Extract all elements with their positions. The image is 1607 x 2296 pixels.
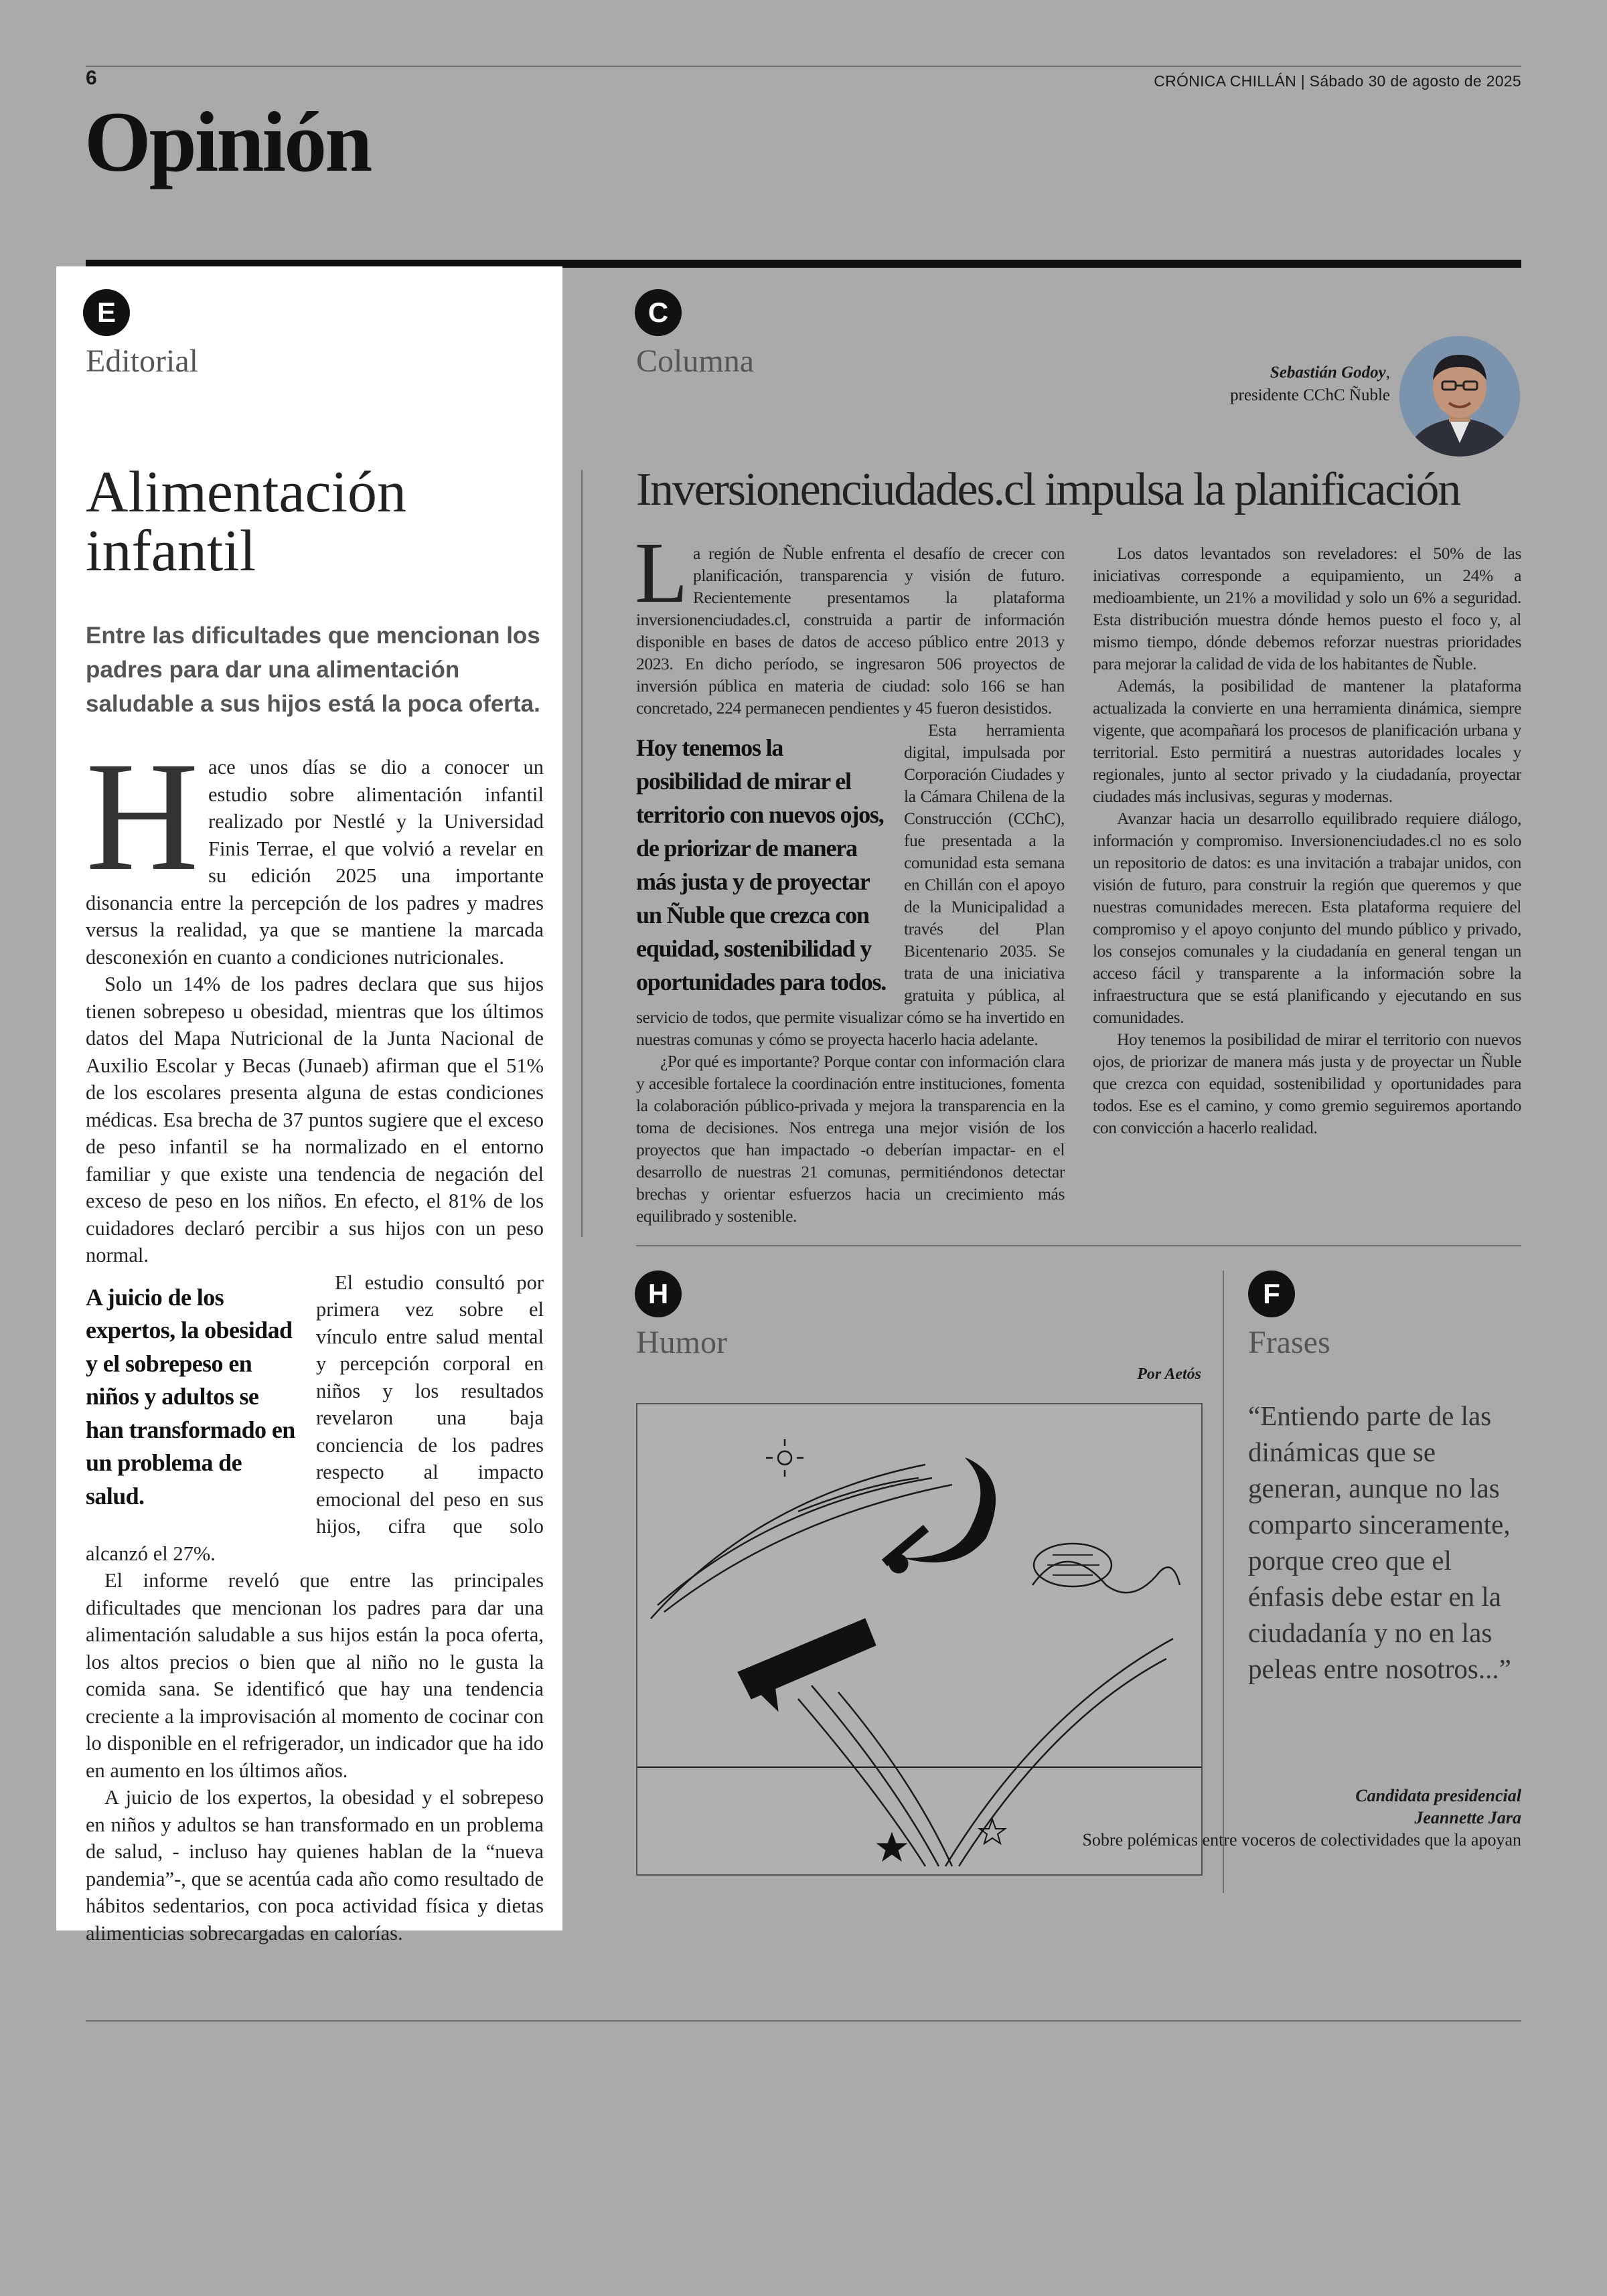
frases-credit xyxy=(1082,1785,1521,1851)
editorial-title-line2: infantil xyxy=(86,519,256,584)
frases-badge: F xyxy=(1248,1270,1295,1317)
author-photo xyxy=(1399,336,1520,457)
column-vertical-rule xyxy=(581,470,583,1237)
section-title: Opinión xyxy=(84,94,371,189)
editorial-paragraph: El informe reveló que entre las principales dificultades que mencionan los padres para dar una alimentación saludable a sus hijos están la poca oferta, los altos precios o bien que al niño no le gusta la comida sana. Se identificó que hay una tendencia creciente a la improvisación al momento de cocinar con lo disponible en el refrigerador, un indicador que ha ido en aumento en los últimos años. xyxy=(86,1569,544,1782)
column-paragraph: Además, la posibilidad de mantener la plataforma actualizada la convierte en una herramienta dinámica, siempre vigente, que acompañará los procesos de planificación urbana y territorial. Esto permitirá a nuestras autoridades locales y regionales, junto al sector privado y la ciudadanía, proyectar ciudades más inclusivas, seguras y modernas. xyxy=(1093,676,1521,806)
column-label: Columna xyxy=(636,343,754,379)
author-role: presidente CChC Ñuble xyxy=(1230,386,1390,404)
column-dropcap: L xyxy=(635,525,688,621)
editorial-paragraph-text: ace unos días se dio a conocer un estudio sobre alimentación infantil realizado por Nestlé y la Universidad Finis Terrae, el que volvió a revelar en su edición 2025 una importante disonancia entre la percepción de los padres y madres versus la realidad, ya que se mantiene la marcada desconexión en cuanto a condiciones nutricionales. xyxy=(86,756,544,969)
editorial-dropcap: H xyxy=(86,729,199,903)
frases-label: Frases xyxy=(1248,1325,1330,1360)
editorial-paragraph: El estudio consultó por primera vez sobre el vínculo entre salud mental y percepción corporal en niños y los resultados revelaron una baja conciencia de los padres respecto al impacto emocional del peso en sus hijos, cifra que solo alcanzó el 27%. xyxy=(86,1270,544,1565)
editorial-paragraph xyxy=(86,729,544,971)
column-body-left xyxy=(635,525,1065,1227)
editorial-label: Editorial xyxy=(86,343,198,379)
publication-date: Sábado 30 de agosto de 2025 xyxy=(1309,72,1521,90)
editorial-title-line1: Alimentación xyxy=(86,460,406,525)
column-body-right xyxy=(1093,542,1521,1139)
column-badge: C xyxy=(635,289,682,336)
frases-quote: “Entiendo parte de las dinámicas que se generan, aunque no las comparto sinceramente, porque creo que el énfasis debe estar en la ciudadanía y no en las peleas entre nosotros...” xyxy=(1248,1400,1511,1684)
page-number: 6 xyxy=(86,67,97,89)
column-paragraph-text: a región de Ñuble enfrenta el desafío de crecer con planificación, transparencia y visión de futuro. Recientemente presentamos la plataforma inversionenciudades.cl, construida a partir de información disponible en bases de datos de acceso público entre 2013 y 2023. En dicho período, se ingresaron 506 proyectos de inversión pública en materia de ciudad: solo 166 se han concretado, 224 permanecen pendientes y 45 fueron desistidos. xyxy=(636,544,1065,718)
header-top-rule xyxy=(86,66,1521,67)
editorial-paragraph: A juicio de los expertos, la obesidad y el sobrepeso en niños y adultos se han transformado en un problema de salud, - incluso hay quienes hablan de la “nueva pandemia”-, que se acentúa cada año como resultado de hábitos sedentarios, con poca actividad física y dietas alimenticias sobrecargadas en calorías. xyxy=(86,1786,544,1945)
editorial-title xyxy=(86,460,521,584)
credit-name: Jeannette Jara xyxy=(1414,1808,1521,1827)
publication-name: CRÓNICA CHILLÁN xyxy=(1154,72,1297,90)
editorial-body xyxy=(86,729,544,1947)
credit-role: Candidata presidencial xyxy=(1355,1786,1521,1805)
publication-dateline: CRÓNICA CHILLÁN | Sábado 30 de agosto de 2025 xyxy=(1154,72,1521,90)
editorial-paragraph: Solo un 14% de los padres declara que sus hijos tienen sobrepeso u obesidad, mientras que los últimos datos del Mapa Nutricional de la Junta Nacional de Auxilio Escolar y Becas (Junaeb) afirman que el 51% de los escolares presenta alguna de estas condiciones médicas. Esa brecha de 37 puntos sugiere que el exceso de peso infantil se ha normalizado en el entorno familiar y que existe una tendencia de negación del exceso de peso en los niños. En efecto, el 81% de los cuidadores declaró percibir a sus hijos con un peso normal. xyxy=(86,973,544,1266)
author-name: Sebastián Godoy xyxy=(1270,363,1386,382)
humor-byline: Por Aetós xyxy=(1137,1366,1201,1383)
editorial-badge: E xyxy=(83,289,130,336)
column-paragraph: Los datos levantados son reveladores: el 50% de las iniciativas corresponde a equipamiento, un 24% a medioambiente, un 21% a movilidad y solo un 6% a seguridad. Esta distribución muestra dónde hemos puesto el foco y, al mismo tiempo, dónde debemos reforzar nuestras prioridades para mejorar la calidad de vida de los habitantes de Ñuble. xyxy=(1093,544,1521,673)
column-paragraph: ¿Por qué es importante? Porque contar con información clara y accesible fortalece la coordinación entre instituciones, fomenta la colaboración público-privada y mejora la transparencia en la toma de decisiones. Nos entrega una mejor visión de los proyectos que han impactado -o deberían impactar- en el desarrollo de nuestras 21 comunas, permitiéndonos detectar brechas y orientar esfuerzos hacia un crecimiento más equilibrado y sostenible. xyxy=(636,1052,1065,1226)
page-bottom-rule xyxy=(86,2020,1521,2022)
humor-label: Humor xyxy=(636,1325,727,1360)
column-author: Sebastián Godoy, presidente CChC Ñuble xyxy=(1230,361,1390,407)
author-avatar xyxy=(1399,336,1520,457)
humor-badge: H xyxy=(635,1270,682,1317)
editorial-lead: Entre las dificultades que mencionan los padres para dar una alimentación saludable a sus hijos está la poca oferta. xyxy=(86,623,540,717)
column-paragraph: Avanzar hacia un desarrollo equilibrado requiere diálogo, información y compromiso. Inversionenciudades.cl no es solo un repositorio de datos: es una invitación a trabajar unidos, con visión de futuro, para construir la región que queremos y que nuestras comunidades merecen. Esta plataforma requiere del compromiso y el apoyo conjunto del mundo público y privado, los consejos comunales y la ciudadanía en general tengan un acceso fácil y transparente a la información sobre la infraestructura que se está planificando y ejecutando en sus comunidades. xyxy=(1093,809,1521,1027)
column-title: Inversionenciudades.cl impulsa la planificación xyxy=(636,464,1460,515)
column-paragraph xyxy=(635,525,1065,719)
column-pull-quote: Hoy tenemos la posibilidad de mirar el territorio con nuevos ojos, de priorizar de manera más justa y de proyectar un Ñuble que crezca con equidad, sostenibilidad y oportunidades para todos. xyxy=(636,734,887,995)
column-paragraph: Esta herramienta digital, impulsada por Corporación Ciudades y la Cámara Chilena de la Construcción (CChC), fue presentada a la comunidad esta semana en Chillán con el apoyo de la Municipalidad a través del Plan Bicentenario 2035. Se trata de una iniciativa gratuita y pública, al servicio de todos, que permite visualizar cómo se ha invertido en nuestras comunas y cómo se proyecta hacerlo hacia adelante. xyxy=(636,720,1065,1049)
column-bottom-rule xyxy=(636,1245,1521,1246)
credit-context: Sobre polémicas entre voceros de colectividades que la apoyan xyxy=(1082,1830,1521,1850)
editorial-pull-quote: A juicio de los expertos, la obesidad y el sobrepeso en niños y adultos se han transformado en un problema de salud. xyxy=(86,1283,295,1509)
column-paragraph: Hoy tenemos la posibilidad de mirar el territorio con nuevos ojos, de priorizar de manera más justa y de proyectar un Ñuble que crezca con equidad, sostenibilidad y oportunidades para todos. Ese es el camino, y como gremio seguiremos aportando con convicción a hacerlo realidad. xyxy=(1093,1030,1521,1137)
